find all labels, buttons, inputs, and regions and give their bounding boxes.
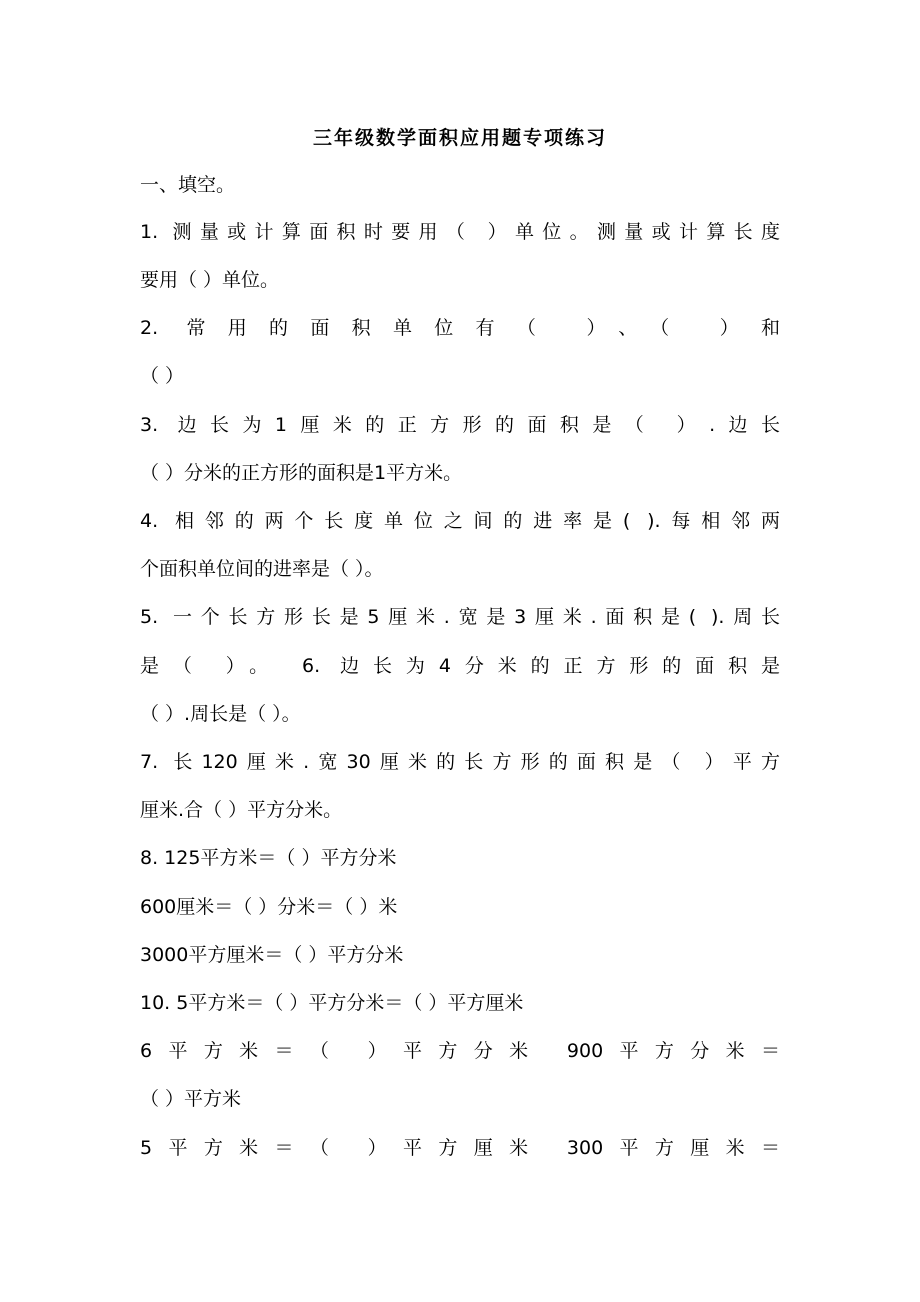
question-line-12: 7. 长120厘米.宽30厘米的长方形的面积是（ ）平方 [140, 751, 780, 773]
question-line-6: （ ）分米的正方形的面积是1平方米。 [140, 462, 463, 484]
question-line-16: 3000平方厘米＝（ ）平方分米 [140, 944, 404, 966]
question-line-17: 10. 5平方米＝（ ）平方分米＝（ ）平方厘米 [140, 992, 524, 1014]
question-line-3: 2. 常用的面积单位有（ ）、（ ）和 [140, 317, 780, 339]
question-line-1: 1. 测量或计算面积时要用（ ）单位。测量或计算长度 [140, 221, 780, 243]
question-line-7: 4. 相邻的两个长度单位之间的进率是( ).每相邻两 [140, 510, 780, 532]
question-line-2: 要用（ ）单位。 [140, 269, 280, 291]
question-line-20: 5平方米＝（ ）平方厘米 300平方厘米＝ [140, 1137, 780, 1159]
question-line-18: 6平方米＝（ ）平方分米 900平方分米＝ [140, 1040, 780, 1062]
question-line-14: 8. 125平方米＝（ ）平方分米 [140, 847, 397, 869]
question-line-4: （ ） [140, 365, 185, 387]
question-line-5: 3. 边长为1厘米的正方形的面积是（ ）.边长 [140, 414, 780, 436]
question-line-8: 个面积单位间的进率是（ ）。 [140, 558, 384, 580]
question-line-11: （ ）.周长是（ ）。 [140, 703, 301, 725]
question-line-15: 600厘米＝（ ）分米＝（ ）米 [140, 896, 398, 918]
question-line-10: 是（ ）。 6. 边长为4分米的正方形的面积是 [140, 655, 780, 677]
section-heading: 一、填空。 [140, 174, 236, 196]
question-line-13: 厘米.合（ ）平方分米。 [140, 799, 343, 821]
question-line-19: （ ）平方米 [140, 1088, 242, 1110]
page-title: 三年级数学面积应用题专项练习 [312, 127, 607, 149]
question-line-9: 5. 一个长方形长是5厘米.宽是3厘米.面积是( ).周长 [140, 606, 780, 628]
